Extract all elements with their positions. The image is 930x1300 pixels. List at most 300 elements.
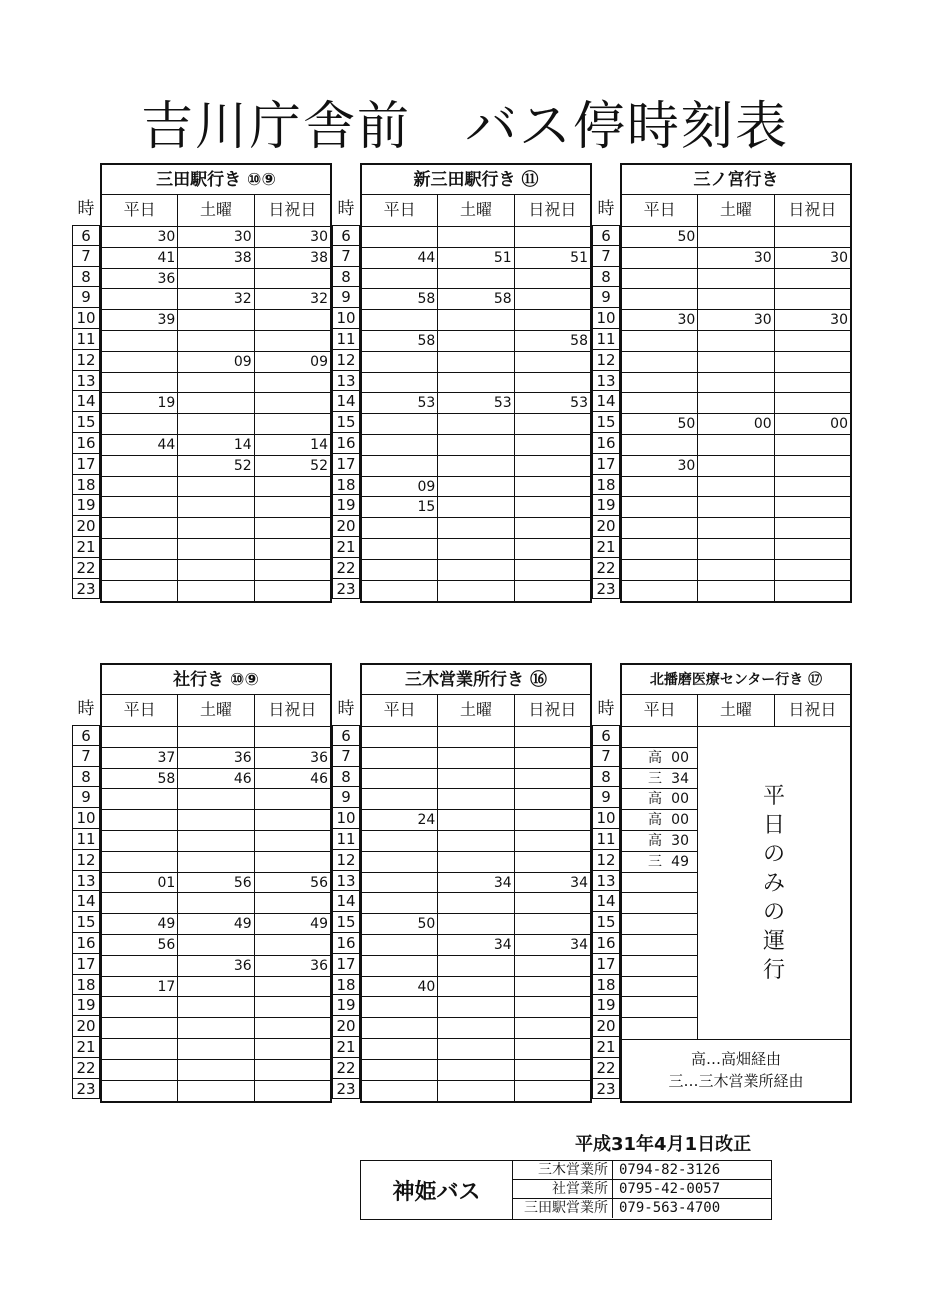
table-row <box>622 518 850 539</box>
minute-cell <box>438 414 514 434</box>
minute-cell: 38 <box>310 249 328 266</box>
table-row <box>102 997 330 1018</box>
minute-cell: 30 <box>622 456 698 476</box>
table-row <box>362 310 590 331</box>
table-row <box>362 1060 590 1081</box>
table-row <box>622 310 850 331</box>
hour-cell: 15 <box>332 412 360 433</box>
hour-cell: 15 <box>592 412 620 433</box>
office-row <box>513 1180 771 1199</box>
day-header: 平日 <box>622 195 698 226</box>
hour-cell: 23 <box>592 1079 620 1100</box>
minute-cell <box>698 539 774 559</box>
minute-cell <box>438 1060 514 1080</box>
day-header-row <box>102 695 330 727</box>
minute-cell <box>178 977 254 997</box>
minute-cell <box>515 518 590 538</box>
minute-cell <box>255 977 330 997</box>
minute-cell <box>698 269 774 289</box>
minute-cell <box>102 289 178 309</box>
office-phone: 079-563-4700 <box>619 1200 721 1216</box>
hour-header: 時 <box>597 199 615 219</box>
minute-cell <box>698 352 774 372</box>
hour-cell: 22 <box>592 558 620 579</box>
page-title: 吉川庁舎前 バス停時刻表 <box>140 97 789 157</box>
minute-cell <box>255 789 330 809</box>
minute-cell <box>515 914 590 934</box>
minute-cell <box>698 518 774 538</box>
minute-cell: 58 <box>362 289 438 309</box>
minute-cell <box>438 831 514 851</box>
table-row <box>622 956 697 977</box>
route-code: 三 <box>648 770 662 787</box>
day-header-row <box>102 195 330 227</box>
minute-cell: 44 <box>102 435 178 455</box>
hour-cell: 9 <box>592 287 620 308</box>
minute-cell: 56 <box>178 873 254 893</box>
minute-cell <box>775 269 850 289</box>
hour-cell: 21 <box>332 537 360 558</box>
weekday-cell <box>622 831 697 851</box>
minute-cell <box>178 935 254 955</box>
minute-cell <box>622 393 698 413</box>
minute-cell <box>178 518 254 538</box>
weekday-only-note <box>698 727 850 1039</box>
minute-cell <box>438 269 514 289</box>
minute-cell <box>698 373 774 393</box>
minute-cell <box>515 310 590 330</box>
table-row <box>102 956 330 977</box>
minute-cell <box>178 1060 254 1080</box>
minute-cell: 56 <box>310 874 328 891</box>
table-row <box>622 914 697 935</box>
table-row <box>362 769 590 790</box>
day-header: 日祝日 <box>788 200 837 219</box>
hour-cell: 22 <box>332 1058 360 1079</box>
route-code: 高 <box>648 832 662 849</box>
hour-cell: 10 <box>332 808 360 829</box>
hour-cell: 13 <box>592 371 620 392</box>
minute-cell <box>622 581 698 602</box>
minute-cell <box>255 331 330 351</box>
minute-cell <box>438 560 514 580</box>
hour-cell: 16 <box>332 933 360 954</box>
hour-cell: 11 <box>592 829 620 850</box>
minute-cell <box>438 810 514 830</box>
minute-cell <box>102 1039 178 1059</box>
route-title: 三田駅行き ⑩⑨ <box>102 165 330 195</box>
table-row <box>362 831 590 852</box>
minute-cell <box>362 1039 438 1059</box>
minute-cell <box>438 1081 514 1102</box>
table-row <box>362 1081 590 1102</box>
hour-cell: 23 <box>592 579 620 600</box>
minute-cell <box>438 1039 514 1059</box>
minute-cell: 46 <box>178 769 254 789</box>
route-code: 三 <box>648 853 662 870</box>
minute-cell: 36 <box>178 748 254 768</box>
hour-cell: 20 <box>592 1016 620 1037</box>
minute: 34 <box>671 770 689 787</box>
minute-cell <box>698 331 774 351</box>
route-table <box>360 663 592 1103</box>
table-row <box>102 269 330 290</box>
table-row <box>102 560 330 581</box>
table-row <box>102 373 330 394</box>
minute: 00 <box>671 749 689 766</box>
minute-cell <box>255 997 330 1017</box>
hour-cell: 23 <box>332 1079 360 1100</box>
table-row <box>362 914 590 935</box>
table-row <box>622 997 697 1018</box>
table-row <box>102 1018 330 1039</box>
hour-column <box>592 193 620 599</box>
minute-cell: 36 <box>178 956 254 976</box>
minute-cell <box>178 331 254 351</box>
minute-cell <box>255 518 330 538</box>
hour-cell: 20 <box>72 1016 100 1037</box>
day-header-row <box>622 695 850 727</box>
minute-cell <box>515 769 590 789</box>
minute-cell: 19 <box>102 393 178 413</box>
day-header: 土曜 <box>178 195 254 226</box>
hour-cell: 23 <box>72 1079 100 1100</box>
minute-cell <box>102 581 178 602</box>
minute-cell <box>178 539 254 559</box>
table-row <box>102 393 330 414</box>
table-row <box>362 748 590 769</box>
minute-cell <box>178 831 254 851</box>
minute-cell <box>698 497 774 517</box>
hour-cell: 7 <box>592 246 620 267</box>
minute-cell <box>515 227 590 247</box>
minute-cell <box>622 352 698 372</box>
minute-cell: 34 <box>438 873 514 893</box>
minute-cell: 36 <box>102 269 178 289</box>
hour-cell: 8 <box>72 267 100 288</box>
table-row <box>362 227 590 248</box>
minute-cell <box>362 560 438 580</box>
route-code: 高 <box>648 812 662 829</box>
minute-cell <box>255 1060 330 1080</box>
minute: 00 <box>671 812 689 829</box>
hour-cell: 23 <box>332 579 360 600</box>
hour-cell: 18 <box>332 475 360 496</box>
hour-cell: 12 <box>332 350 360 371</box>
hour-cell: 18 <box>72 475 100 496</box>
note-char: の <box>762 899 785 925</box>
minute-cell <box>438 997 514 1017</box>
hour-cell: 11 <box>592 329 620 350</box>
table-row <box>362 873 590 894</box>
minute-cell <box>255 477 330 497</box>
hour-column <box>72 693 100 1099</box>
minute-cell <box>362 748 438 768</box>
table-row <box>362 581 590 602</box>
day-header: 土曜 <box>438 195 514 226</box>
table-row <box>362 997 590 1018</box>
minute-cell: 36 <box>310 749 328 766</box>
minute-cell <box>775 352 850 372</box>
table-row <box>622 893 697 914</box>
minute-cell <box>775 393 850 413</box>
hour-column <box>332 193 360 599</box>
hour-cell: 18 <box>72 975 100 996</box>
table-row <box>102 539 330 560</box>
minute-cell: 44 <box>362 248 438 268</box>
table-row <box>622 456 850 477</box>
route-title: 社行き ⑩⑨ <box>102 665 330 695</box>
hour-cell: 9 <box>332 787 360 808</box>
minute-cell: 40 <box>362 977 438 997</box>
hour-cell: 9 <box>72 287 100 308</box>
table-row <box>362 956 590 977</box>
minute-cell <box>515 414 590 434</box>
hour-cell: 8 <box>592 267 620 288</box>
minute-cell <box>622 560 698 580</box>
hour-cell: 16 <box>72 433 100 454</box>
weekday-cell <box>622 748 697 768</box>
table-row <box>622 414 850 435</box>
hour-cell: 15 <box>72 412 100 433</box>
minute-cell <box>515 539 590 559</box>
minute-cell <box>362 831 438 851</box>
minute-cell <box>102 456 178 476</box>
hour-cell: 15 <box>592 912 620 933</box>
minute-cell: 51 <box>438 248 514 268</box>
minute-cell <box>102 352 178 372</box>
minute-cell <box>362 414 438 434</box>
minute-cell <box>102 831 178 851</box>
minute-cell <box>255 373 330 393</box>
hour-cell: 21 <box>72 1037 100 1058</box>
table-row <box>102 456 330 477</box>
minute-cell <box>178 560 254 580</box>
table-row <box>362 331 590 352</box>
table-row <box>362 393 590 414</box>
minute-cell <box>515 977 590 997</box>
minute-cell: 30 <box>310 229 328 245</box>
minute-cell <box>362 997 438 1017</box>
minute-cell <box>622 289 698 309</box>
day-header: 平日 <box>102 195 178 226</box>
minute-cell <box>515 456 590 476</box>
minute-cell: 58 <box>362 331 438 351</box>
minute-cell: 50 <box>622 414 698 434</box>
table-row <box>362 1018 590 1039</box>
day-header: 平日 <box>362 695 438 726</box>
minute-cell <box>515 581 590 602</box>
minute-cell <box>178 414 254 434</box>
minute-cell <box>178 810 254 830</box>
table-row <box>362 269 590 290</box>
minute-cell <box>362 352 438 372</box>
minute-cell <box>438 435 514 455</box>
minute-cell: 49 <box>102 914 178 934</box>
minute-cell <box>438 477 514 497</box>
weekday-cell <box>622 789 697 809</box>
minute-cell <box>775 373 850 393</box>
table-row <box>622 289 850 310</box>
minute-cell: 49 <box>310 916 328 933</box>
minute-cell: 30 <box>622 310 698 330</box>
office-row <box>513 1161 771 1180</box>
minute-cell <box>102 497 178 517</box>
hour-cell: 6 <box>592 725 620 746</box>
hour-column <box>72 193 100 599</box>
minute-cell <box>102 956 178 976</box>
table-row <box>622 497 850 518</box>
minute-cell: 34 <box>570 936 588 953</box>
hour-cell: 21 <box>592 1037 620 1058</box>
hour-cell: 8 <box>332 767 360 788</box>
table-row <box>362 248 590 269</box>
minute-cell <box>775 560 850 580</box>
hour-cell: 19 <box>592 995 620 1016</box>
minute-cell <box>255 414 330 434</box>
minute-cell <box>178 393 254 413</box>
minute-cell <box>178 893 254 913</box>
minute-cell <box>622 373 698 393</box>
minute-cell <box>362 539 438 559</box>
route-title: 三ノ宮行き <box>622 165 850 195</box>
hour-cell: 13 <box>592 871 620 892</box>
table-row <box>622 935 697 956</box>
hour-cell: 13 <box>72 871 100 892</box>
table-row <box>362 518 590 539</box>
minute-cell <box>515 435 590 455</box>
minute-cell <box>438 581 514 602</box>
hour-cell: 14 <box>332 391 360 412</box>
table-row <box>102 331 330 352</box>
table-row <box>362 852 590 873</box>
minute-cell <box>102 852 178 872</box>
table-row <box>622 581 850 602</box>
office-phone: 0795-42-0057 <box>619 1181 721 1197</box>
minute-cell <box>255 1018 330 1038</box>
minute-cell <box>622 477 698 497</box>
minute-cell: 58 <box>570 332 588 349</box>
day-header-row <box>362 695 590 727</box>
minute-cell: 30 <box>698 310 774 330</box>
table-row <box>622 393 850 414</box>
table-row <box>102 518 330 539</box>
day-header: 日祝日 <box>268 200 317 219</box>
minute-cell: 09 <box>310 353 328 370</box>
table-row <box>622 873 697 894</box>
minute-cell: 50 <box>362 914 438 934</box>
minute-cell <box>362 893 438 913</box>
route-table <box>360 163 592 603</box>
office-name: 三田駅営業所 <box>513 1199 613 1218</box>
minute-cell: 32 <box>178 289 254 309</box>
hour-cell: 10 <box>72 308 100 329</box>
revision-date: 平成31年4月1日改正 <box>575 1134 752 1155</box>
note-char: 行 <box>762 957 785 983</box>
minute-cell: 46 <box>310 770 328 787</box>
day-header: 土曜 <box>438 695 514 726</box>
minute-cell <box>178 727 254 747</box>
day-header: 日祝日 <box>268 700 317 719</box>
minute-cell <box>515 497 590 517</box>
minute-cell: 30 <box>178 227 254 247</box>
minute-cell <box>515 893 590 913</box>
hour-header: 時 <box>337 699 355 719</box>
table-row <box>102 935 330 956</box>
minute-cell: 58 <box>438 289 514 309</box>
hour-cell: 6 <box>72 225 100 246</box>
hour-cell: 14 <box>72 891 100 912</box>
day-header: 平日 <box>362 195 438 226</box>
minute-cell <box>515 810 590 830</box>
minute-cell <box>362 435 438 455</box>
minute-cell <box>698 289 774 309</box>
minute-cell: 51 <box>570 249 588 266</box>
table-row <box>622 331 850 352</box>
minute-cell: 49 <box>178 914 254 934</box>
minute-cell <box>102 893 178 913</box>
hour-cell: 19 <box>592 495 620 516</box>
hour-cell: 21 <box>592 537 620 558</box>
minute-cell <box>515 997 590 1017</box>
minute-cell <box>362 873 438 893</box>
hour-cell: 7 <box>592 746 620 767</box>
legend-line: 高…高畑経由 <box>690 1050 781 1068</box>
minute-cell <box>775 477 850 497</box>
hour-cell: 16 <box>592 433 620 454</box>
table-row <box>622 1018 697 1039</box>
minute-cell <box>775 456 850 476</box>
minute-cell <box>362 518 438 538</box>
hour-cell: 11 <box>332 329 360 350</box>
minute-cell <box>102 560 178 580</box>
table-row <box>102 581 330 602</box>
minute-cell: 14 <box>178 435 254 455</box>
minute-cell <box>255 393 330 413</box>
table-row <box>622 227 850 248</box>
minute-cell <box>178 1039 254 1059</box>
minute-cell <box>775 227 850 247</box>
hour-cell: 10 <box>332 308 360 329</box>
minute-cell <box>515 852 590 872</box>
route-title: 三木営業所行き ⑯ <box>362 665 590 695</box>
minute-cell <box>622 248 698 268</box>
minute-cell <box>255 581 330 602</box>
table-row <box>362 810 590 831</box>
hour-cell: 22 <box>72 1058 100 1079</box>
minute-cell <box>255 727 330 747</box>
minute-cell <box>515 269 590 289</box>
minute-cell <box>178 497 254 517</box>
minute-cell <box>362 269 438 289</box>
route-title: 北播磨医療センター行き ⑰ <box>622 665 850 695</box>
minute-cell <box>255 893 330 913</box>
hour-cell: 19 <box>72 495 100 516</box>
note-char: 運 <box>762 928 785 954</box>
table-row <box>102 914 330 935</box>
hour-cell: 6 <box>592 225 620 246</box>
hour-cell: 10 <box>72 808 100 829</box>
minute-cell: 53 <box>438 393 514 413</box>
hour-cell: 22 <box>332 558 360 579</box>
minute-cell <box>438 977 514 997</box>
office-row <box>513 1199 771 1218</box>
minute-cell <box>438 956 514 976</box>
minute-cell <box>255 497 330 517</box>
hour-cell: 7 <box>332 746 360 767</box>
hour-cell: 9 <box>592 787 620 808</box>
minute-cell: 00 <box>698 414 774 434</box>
